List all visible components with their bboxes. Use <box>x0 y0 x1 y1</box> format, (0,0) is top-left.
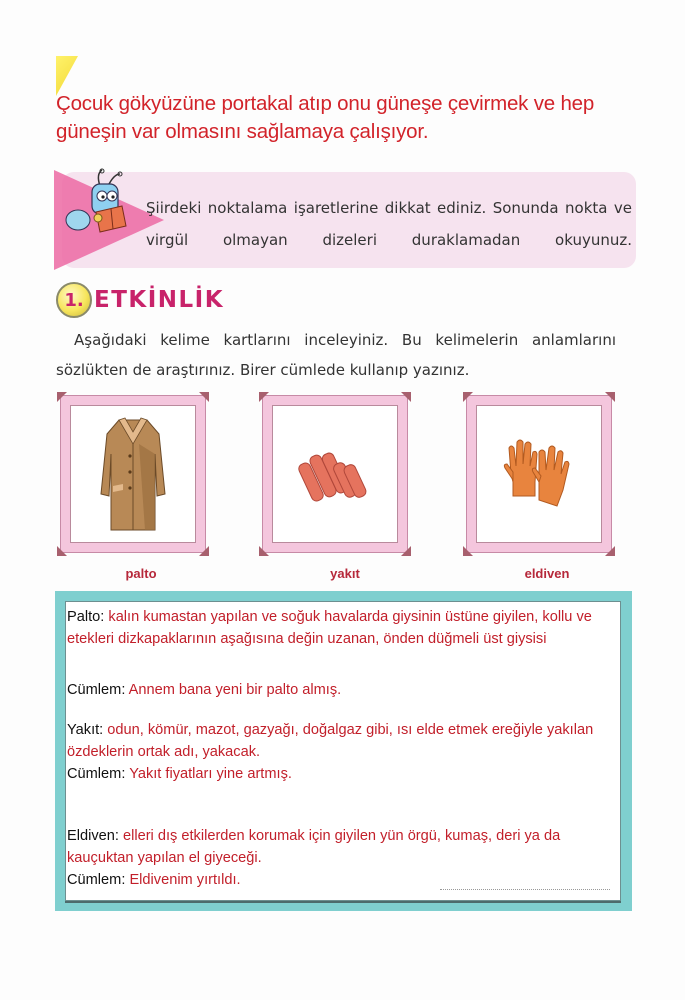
card-label-eldiven: eldiven <box>524 566 570 581</box>
sentence-palto <box>67 679 627 701</box>
term-definition: elleri dış etkilerden korumak için giyilen yün örgü, kumaş, deri ya da kauçuktan yapılan el giyeceği. <box>67 828 561 866</box>
coat-icon <box>93 414 173 534</box>
card-label-palto: palto <box>125 566 157 581</box>
writing-line <box>440 889 610 890</box>
answer-palto <box>67 606 627 650</box>
card-label-yakit: yakıt <box>330 566 360 581</box>
firewood-icon <box>295 434 375 514</box>
activity-header <box>56 282 224 318</box>
activity-instructions: Aşağıdaki kelime kartlarını inceleyiniz. Bu kelimelerin anlamlarını sözlükten de araştırınız. Birer cümlede kullanıp yazınız. <box>56 331 616 379</box>
reading-bug-mascot-icon <box>62 168 142 248</box>
sentence-yakit <box>67 763 627 785</box>
activity-number-badge: 1. <box>56 282 92 318</box>
term-definition: kalın kumastan yapılan ve soğuk havalarda giysinin üstüne giyilen, kollu ve etekleri dizkapaklarının aşağısına değin uzanan, önden düğmeli üst giysisi <box>67 609 592 647</box>
gloves-icon <box>499 434 579 514</box>
sentence-text: Eldivenim yırtıldı. <box>129 872 241 888</box>
answer-eldiven <box>67 825 627 869</box>
term-definition: odun, kömür, mazot, gazyağı, doğalgaz gibi, ısı elde etmek ereğiyle yakılan özdeklerin ortak adı, yakacak. <box>67 722 594 760</box>
word-card-yakit <box>262 395 408 553</box>
sentence-text: Annem bana yeni bir palto almış. <box>128 682 342 698</box>
sentence-eldiven <box>67 869 627 891</box>
term-label: Eldiven: <box>67 828 119 844</box>
sentence-label: Cümlem: <box>67 682 126 698</box>
sentence-text: Yakıt fiyatları yine artmış. <box>129 766 292 782</box>
term-label: Yakıt: <box>67 722 104 738</box>
note-text: Şiirdeki noktalama işaretlerine dikkat ediniz. Sonunda nokta ve virgül olmayan dizeleri duraklamadan okuyunuz. <box>146 199 632 249</box>
activity-title: ETKİNLİK <box>94 287 225 313</box>
word-card-palto <box>60 395 206 553</box>
sentence-label: Cümlem: <box>67 872 126 888</box>
page-title: Çocuk gökyüzüne portakal atıp onu güneşe çevirmek ve hep güneşin var olmasını sağlamaya çalışıyor. <box>56 92 595 143</box>
answer-yakit <box>67 719 627 763</box>
sentence-label: Cümlem: <box>67 766 126 782</box>
term-label: Palto: <box>67 609 105 625</box>
word-card-eldiven <box>466 395 612 553</box>
